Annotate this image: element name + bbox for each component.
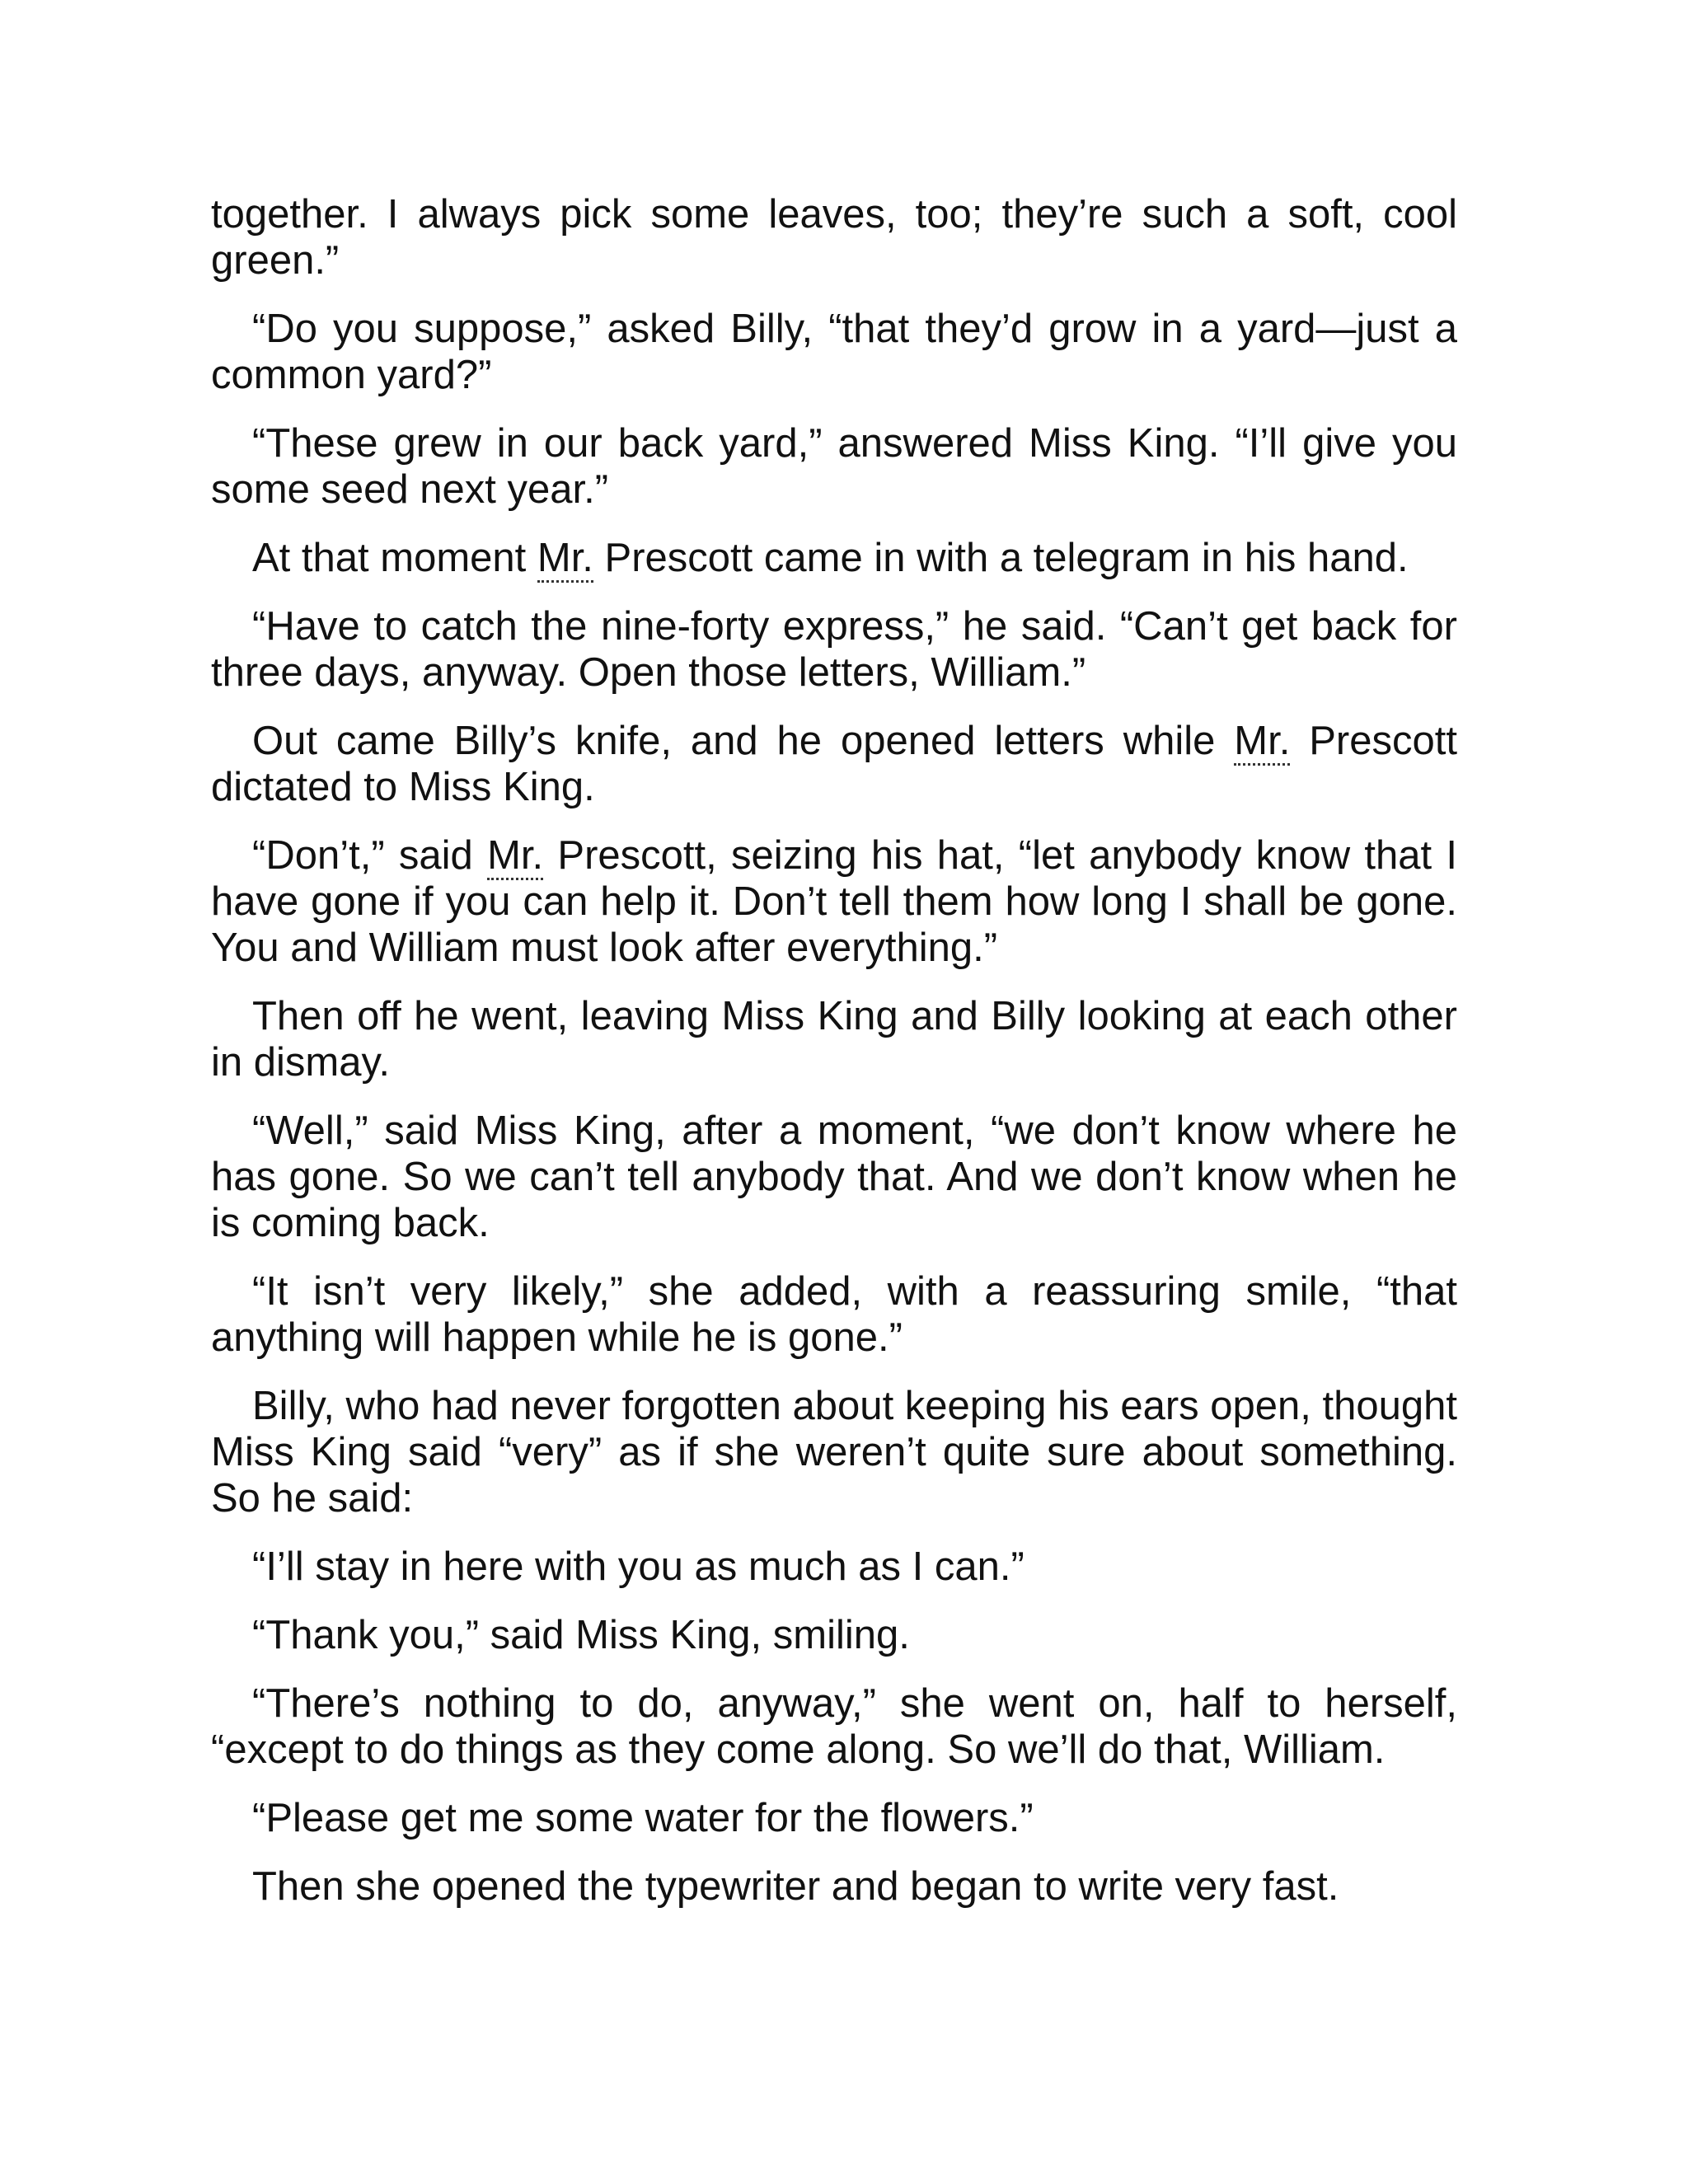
paragraph-2: “Do you suppose,” asked Billy, “that they’d grow in a yard—just a common yard?” xyxy=(211,307,1457,397)
paragraph-4 xyxy=(211,535,1457,581)
paragraph-12: “I’ll stay in here with you as much as I can.” xyxy=(252,1544,1025,1589)
paragraph-16: Then she opened the typewriter and began to write very fast. xyxy=(252,1864,1339,1909)
paragraph-text: At that moment xyxy=(252,536,537,580)
paragraph-7 xyxy=(211,832,1457,971)
paragraph-text: Prescott came in with a telegram in his hand. xyxy=(593,536,1409,580)
paragraph-1: together. I always pick some leaves, too; they’re such a soft, cool green.” xyxy=(211,192,1457,283)
paragraph-text: Out came Billy’s knife, and he opened letters while xyxy=(252,719,1235,763)
paragraph-text: Prescott, seizing his hat, “let anybody know that I have gone if you can help it. Don’t tell them how long I shall be gone. You and William must look after everything.” xyxy=(211,833,1457,970)
paragraph-15: “Please get me some water for the flowers.” xyxy=(252,1796,1034,1840)
mr-abbreviation: Mr. xyxy=(537,536,593,583)
paragraph-14: “There’s nothing to do, anyway,” she went on, half to herself, “except to do things as they come along. So we’ll do that, William. xyxy=(211,1681,1457,1772)
mr-abbreviation: Mr. xyxy=(1234,719,1290,766)
paragraph-3: “These grew in our back yard,” answered Miss King. “I’ll give you some seed next year.” xyxy=(211,421,1457,512)
paragraph-13: “Thank you,” said Miss King, smiling. xyxy=(252,1613,910,1657)
paragraph-text: “Don’t,” said xyxy=(252,833,488,878)
paragraph-8: Then off he went, leaving Miss King and Billy looking at each other in dismay. xyxy=(211,994,1457,1085)
paragraph-5: “Have to catch the nine-forty express,” he said. “Can’t get back for three days, anyway. Open those letters, William.” xyxy=(211,604,1457,695)
paragraph-10: “It isn’t very likely,” she added, with a reassuring smile, “that anything will happen while he is gone.” xyxy=(211,1269,1457,1360)
paragraph-9: “Well,” said Miss King, after a moment, “we don’t know where he has gone. So we can’t tell anybody that. And we don’t know when he is coming back. xyxy=(211,1108,1457,1245)
paragraph-11: Billy, who had never forgotten about keeping his ears open, thought Miss King said “very” as if she weren’t quite sure about something. So he said: xyxy=(211,1384,1457,1521)
paragraph-6 xyxy=(211,718,1457,810)
paragraph-text: Prescott dictated to Miss King. xyxy=(211,719,1457,809)
mr-abbreviation: Mr. xyxy=(487,833,543,880)
page-text xyxy=(211,191,1457,1932)
